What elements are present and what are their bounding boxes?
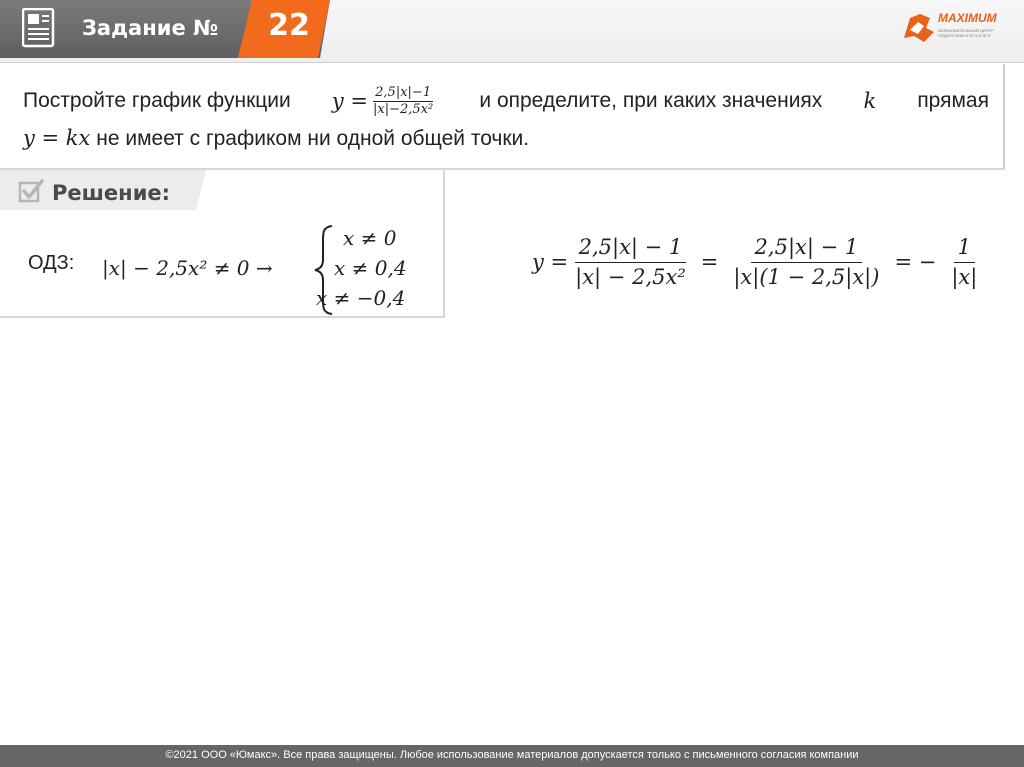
equals-minus-sign: = − <box>894 250 937 274</box>
equals-sign: = <box>700 250 719 274</box>
fraction-2-denominator: |x|(1 − 2,5|x|) <box>733 264 880 289</box>
simplified-equation <box>532 228 984 296</box>
fraction-3-denominator: |x| <box>951 264 978 289</box>
equation-fraction-2 <box>729 236 883 287</box>
fraction-1-numerator: 2,5|x| − 1 <box>575 236 687 262</box>
page-title: Задание № <box>82 16 219 40</box>
variable-k: k <box>863 89 877 114</box>
odz-expression: |x| − 2,5x² ≠ 0 → <box>102 256 273 280</box>
fraction-1-denominator: |x| − 2,5x² <box>575 264 686 289</box>
line-equation: y = kx <box>23 126 91 150</box>
footer <box>0 745 1024 767</box>
checkbox-check-icon <box>18 178 44 204</box>
task-line-1 <box>23 86 989 116</box>
logo-text: MAXIMUM <box>938 11 997 25</box>
document-icon <box>22 8 56 48</box>
equation-fraction-3 <box>947 236 981 287</box>
condition-3: x ≠ −0,4 <box>316 286 406 310</box>
task-number: 22 <box>268 8 310 43</box>
function-fraction <box>371 86 435 116</box>
logo-subtitle: ОБРАЗОВАТЕЛЬНЫЙ ЦЕНТР ПОДГОТОВКИ К ЕГЭ И ОГЭ <box>938 28 994 38</box>
fraction-2-numerator: 2,5|x| − 1 <box>751 236 863 262</box>
task-text-2: и определите, при каких значениях <box>479 89 823 113</box>
function-numerator: 2,5|x|−1 <box>375 85 432 100</box>
function-denominator: |x|−2,5x² <box>373 101 434 117</box>
task-line-2 <box>23 126 529 151</box>
task-text-3: прямая <box>917 89 989 113</box>
function-lhs: y = <box>331 89 369 114</box>
odz-label: ОДЗ: <box>28 252 75 274</box>
fraction-3-numerator: 1 <box>954 236 975 262</box>
equation-lhs: y = <box>532 250 569 274</box>
header <box>0 0 1024 63</box>
task-statement <box>0 64 1005 170</box>
function-formula <box>332 86 438 116</box>
copyright-text: ©2021 ООО «Юмакс». Все права защищены. Любое использование материалов допускается только с письменного согласия компании <box>165 749 859 761</box>
task-text-4: не имеет с графиком ни одной общей точки. <box>96 127 530 150</box>
solution-label: Решение: <box>52 181 171 205</box>
condition-2: x ≠ 0,4 <box>334 256 407 280</box>
equation-fraction-1 <box>571 236 690 287</box>
task-text-1: Постройте график функции <box>23 89 291 113</box>
condition-1: x ≠ 0 <box>343 226 397 250</box>
